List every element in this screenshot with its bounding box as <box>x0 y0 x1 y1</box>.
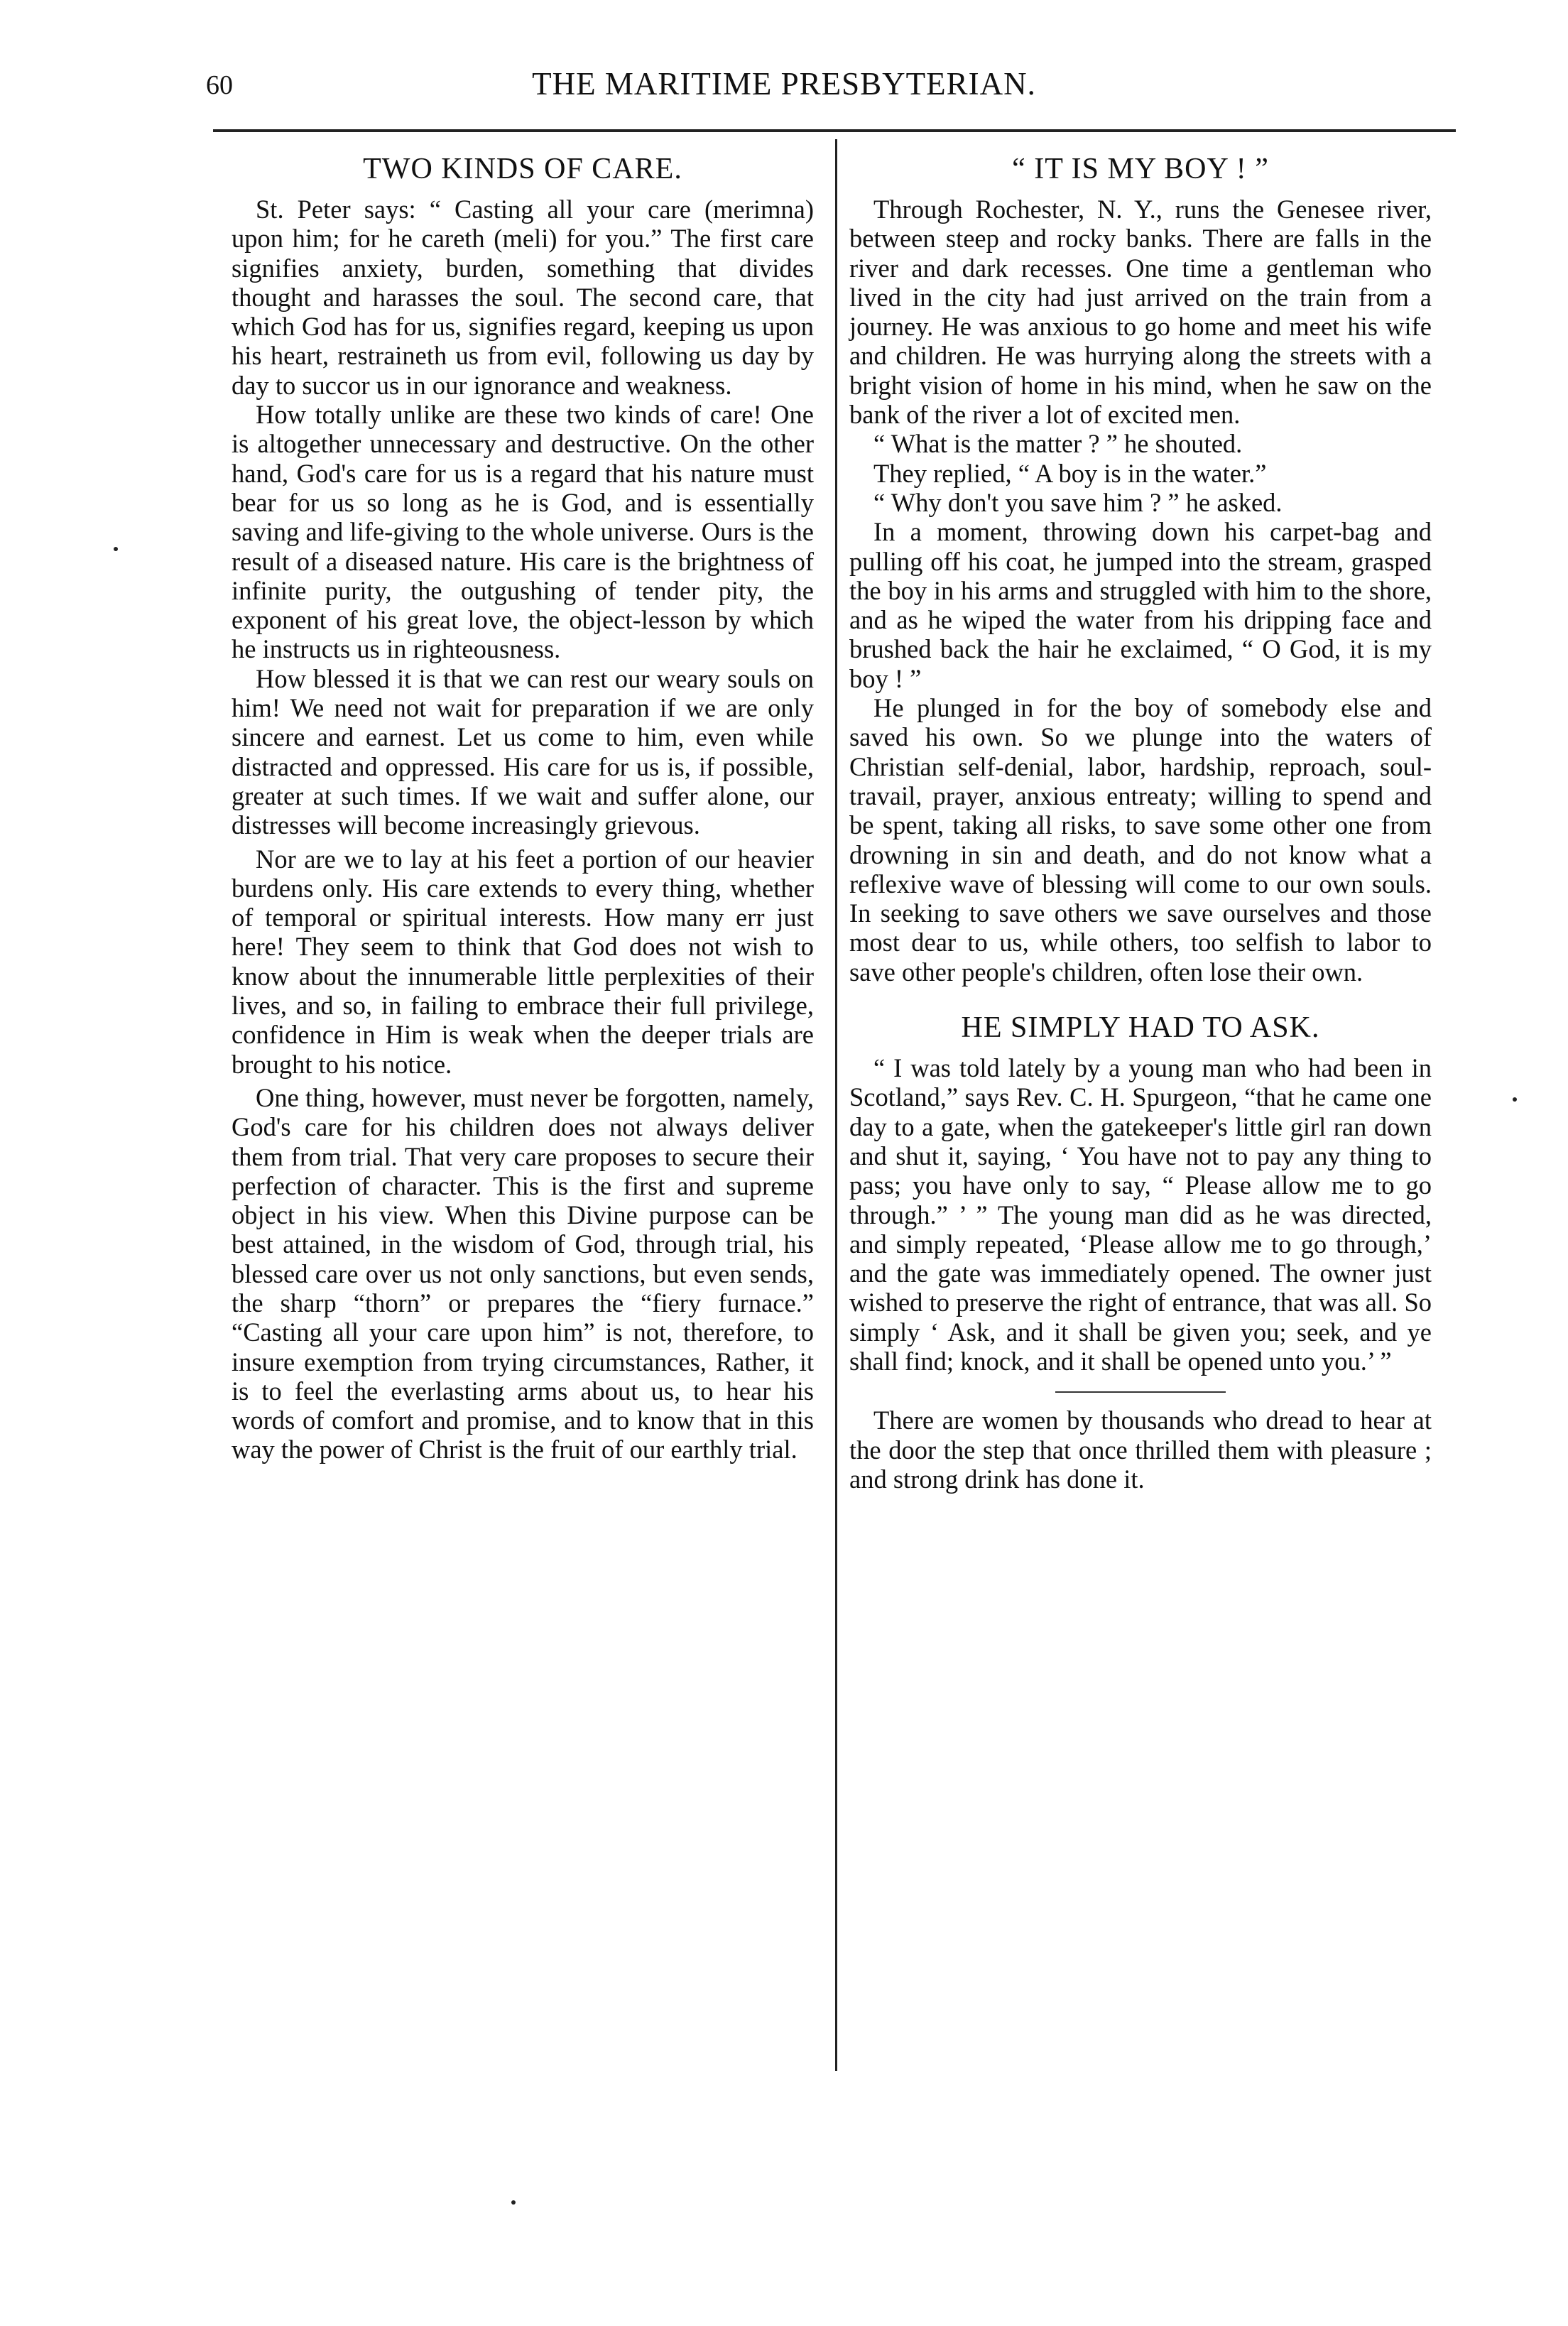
article-title-he-simply-had-to-ask: HE SIMPLY HAD TO ASK. <box>961 1011 1320 1045</box>
paragraph: There are women by thousands who dread to hear at the door the step that once thrilled them with pleasure ; and strong drink has done it. <box>849 1406 1432 1494</box>
page-number: 60 <box>206 70 233 100</box>
paragraph: Nor are we to lay at his feet a portion of our heavier burdens only. His care extends to every thing, whether of temporal or spiritual interests. How many err just here! They seem to think that God does not wish to know about the innumerable little perplexities of their lives, and so, in failing to embrace their full privilege, confidence in Him is weak when the deeper trials are brought to his notice. <box>232 844 814 1079</box>
column-divider <box>835 139 837 2071</box>
section-spacer <box>849 987 1432 1011</box>
running-head: THE MARITIME PRESBYTERIAN. <box>532 66 1036 102</box>
print-speck <box>511 2200 516 2205</box>
paragraph: In a moment, throwing down his carpet-bag and pulling off his coat, he jumped into the stream, grasped the boy in his arms and struggled with him to the shore, and as he wiped the water from his dripping face and brushed back the hair he exclaimed, “ O God, it is my boy ! ” <box>849 517 1432 693</box>
section-divider <box>1055 1391 1226 1393</box>
paragraph: He plunged in for the boy of somebody else and saved his own. So we plunge into the waters of Christian self-denial, labor, hardship, reproach, soul-travail, prayer, anxious entreaty; willing to spend and be spent, taking all risks, to save some other one from drowning in sin and death, and do not know what a reflexive wave of blessing will come to our own souls. In seeking to save others we save ourselves and those most dear to us, while others, too selfish to labor to save other people's children, often lose their own. <box>849 693 1432 987</box>
right-column <box>849 152 1432 1494</box>
paragraph: “ I was told lately by a young man who had been in Scotland,” says Rev. C. H. Spurgeon, “that he came one day to a gate, when the gatekeeper's little girl ran down and shut it, saying, ‘ You have not to pay any thing to pass; you have only to say, “ Please allow me to go through.” ’ ” The young man did as he was directed, and simply repeated, ‘Please allow me to go through,’ and the gate was immediately opened. The owner just wished to preserve the right of entrance, that was all. So simply ‘ Ask, and it shall be given you; seek, and ye shall find; knock, and it shall be opened unto you.’ ” <box>849 1053 1432 1376</box>
print-speck <box>1513 1097 1517 1102</box>
paragraph: They replied, “ A boy is in the water.” <box>873 458 1267 488</box>
paragraph: “ What is the matter ? ” he shouted. <box>873 429 1243 459</box>
header-rule <box>213 129 1456 132</box>
paragraph: How blessed it is that we can rest our weary souls on him! We need not wait for preparation if we are only sincere and earnest. Let us come to him, even while distracted and oppressed. His care for us is, if possible, greater at such times. If we wait and suffer alone, our distresses will become increasingly grievous. <box>232 663 814 840</box>
print-speck <box>114 547 118 551</box>
paragraph: Through Rochester, N. Y., runs the Genesee river, between steep and rocky banks. There are falls in the river and dark recesses. One time a gentleman who lived in the city had just arrived on the train from a journey. He was anxious to go home and meet his wife and children. He was hurrying along the streets with a bright vision of home in his mind, when he saw on the bank of the river a lot of excited men. <box>849 195 1432 430</box>
paragraph: One thing, however, must never be forgotten, namely, God's care for his children does not always deliver them from trial. That very care proposes to secure their perfection of character. This is the first and supreme object in his view. When this Divine purpose can be best attained, in the wisdom of God, through trial, his blessed care over us not only sanctions, but even sends, the sharp “thorn” or prepares the “fiery furnace.” “Casting all your care upon him” is not, therefore, to insure exemption from trying circumstances, Rather, it is to feel the everlasting arms about us, to hear his words of comfort and promise, and to know that in this way the power of Christ is the fruit of our earthly trial. <box>232 1082 814 1464</box>
article-title-it-is-my-boy: “ IT IS MY BOY ! ” <box>1012 153 1269 185</box>
left-column <box>232 152 814 1464</box>
paragraph: “ Why don't you save him ? ” he asked. <box>873 487 1283 517</box>
paragraph: How totally unlike are these two kinds of care! One is altogether unnecessary and destructive. On the other hand, God's care for us is a regard that his nature must bear for us so long as he is God, and is essentially saving and life-giving to the whole universe. Ours is the result of a diseased nature. His care is the brightness of infinite purity, the outgushing of tender pity, the exponent of his great love, the object-lesson by which he instructs us in righteousness. <box>232 400 814 664</box>
paragraph: St. Peter says: “ Casting all your care (merimna) upon him; for he careth (meli) for you.” The first care signifies anxiety, burden, something that divides thought and harasses the soul. The second care, that which God has for us, signifies regard, keeping us upon his heart, restraineth us from evil, following us day by day to succor us in our ignorance and weakness. <box>232 195 814 400</box>
article-title-two-kinds-of-care: TWO KINDS OF CARE. <box>363 153 682 185</box>
